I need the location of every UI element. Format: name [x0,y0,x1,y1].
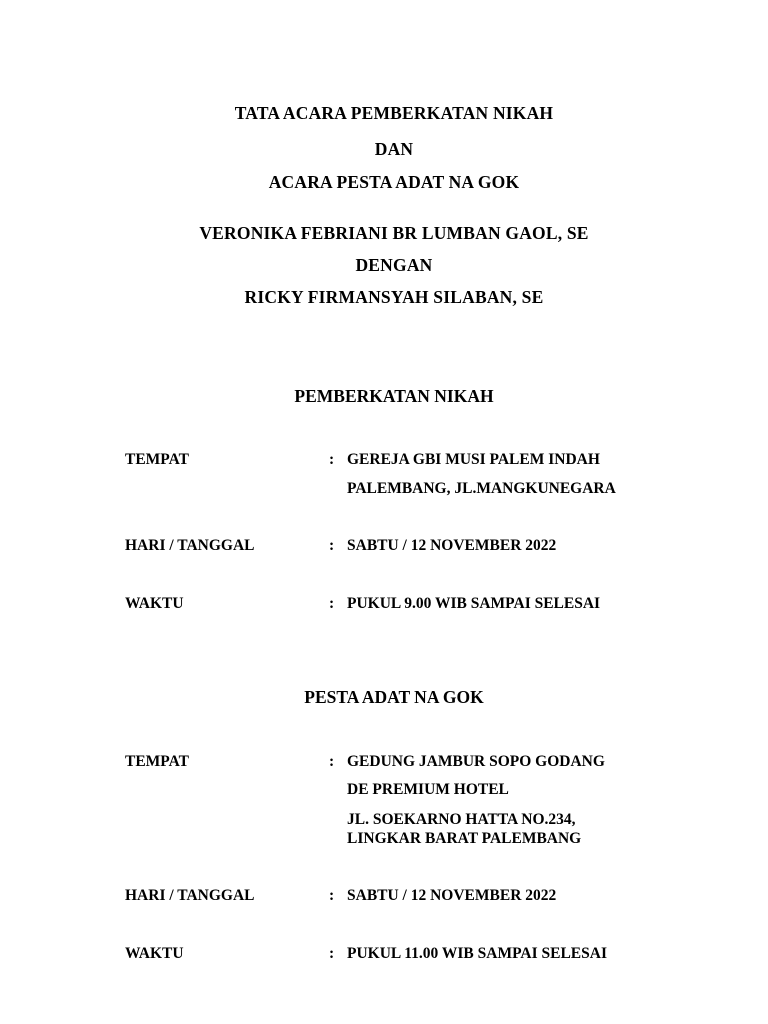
reception-time-value: PUKUL 11.00 WIB SAMPAI SELESAI [347,945,607,962]
ceremony-time-colon: : [329,595,335,612]
ceremony-time-label: WAKTU [125,595,184,612]
ceremony-title: PEMBERKATAN NIKAH [294,386,494,406]
reception-title: PESTA ADAT NA GOK [304,687,484,707]
reception-date-label: HARI / TANGGAL [125,887,255,904]
reception-place-colon: : [329,753,335,770]
ceremony-place-line1: GEREJA GBI MUSI PALEM INDAH [347,451,600,468]
header-connector: DAN [374,139,414,159]
header-subtitle: ACARA PESTA ADAT NA GOK [268,172,520,192]
reception-date-value: SABTU / 12 NOVEMBER 2022 [347,887,557,904]
reception-time-colon: : [329,945,335,962]
reception-place-label: TEMPAT [125,753,190,770]
bride-name: VERONIKA FEBRIANI BR LUMBAN GAOL, SE [199,223,589,243]
ceremony-time-value: PUKUL 9.00 WIB SAMPAI SELESAI [347,595,601,612]
reception-place-line1: GEDUNG JAMBUR SOPO GODANG [347,753,605,770]
header-title: TATA ACARA PEMBERKATAN NIKAH [234,103,554,123]
ceremony-date-value: SABTU / 12 NOVEMBER 2022 [347,537,557,554]
reception-time-label: WAKTU [125,945,184,962]
groom-name: RICKY FIRMANSYAH SILABAN, SE [244,287,544,307]
ceremony-place-line2: PALEMBANG, JL.MANGKUNEGARA [347,480,616,497]
reception-place-line2: DE PREMIUM HOTEL [347,781,509,798]
ceremony-date-label: HARI / TANGGAL [125,537,255,554]
couple-connector: DENGAN [355,255,433,275]
ceremony-place-colon: : [329,451,335,468]
ceremony-place-label: TEMPAT [125,451,190,468]
reception-date-colon: : [329,887,335,904]
reception-place-line4: LINGKAR BARAT PALEMBANG [347,830,582,847]
ceremony-date-colon: : [329,537,335,554]
reception-place-line3: JL. SOEKARNO HATTA NO.234, [347,811,576,828]
